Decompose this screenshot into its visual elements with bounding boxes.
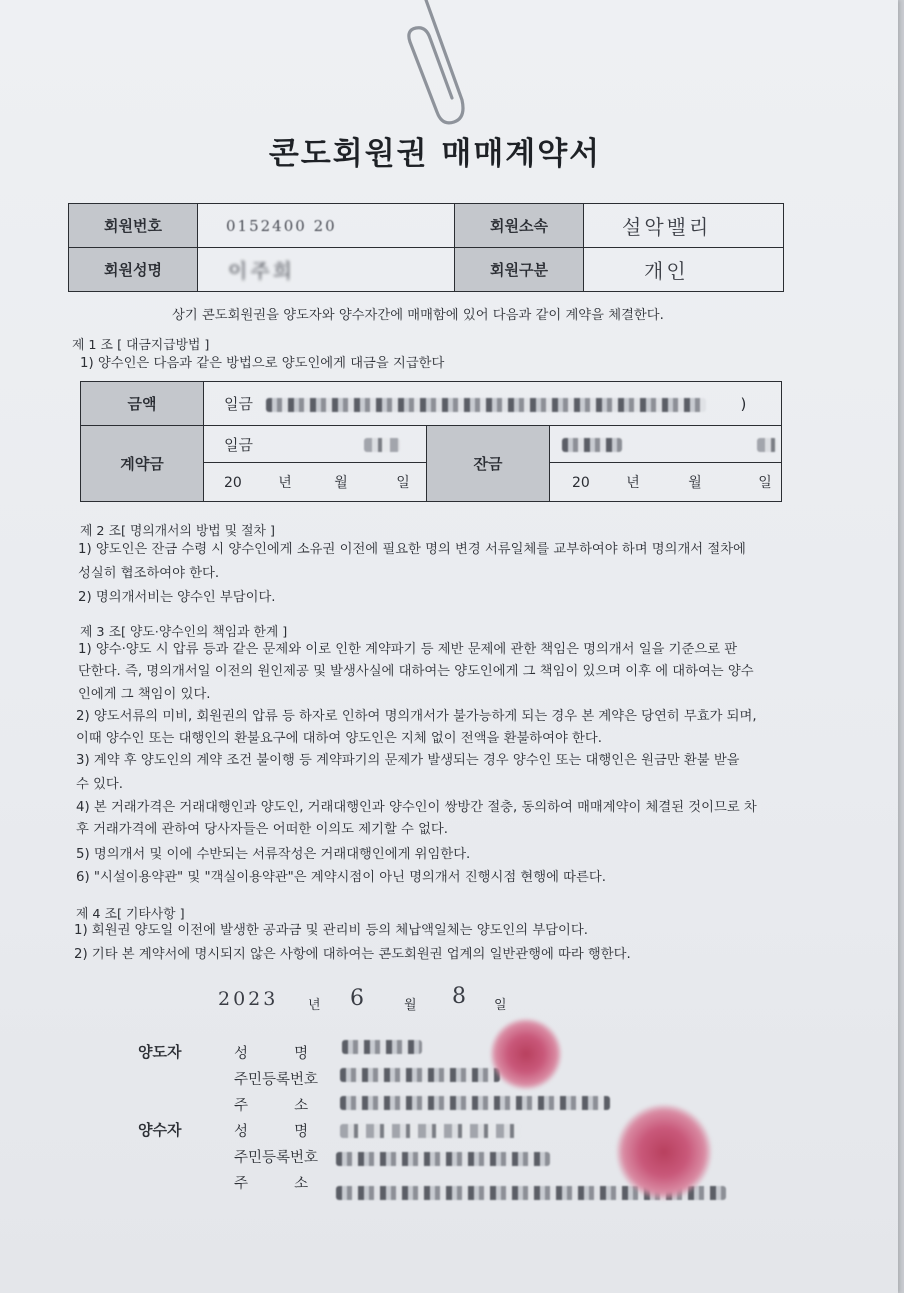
affiliation-value: 설악밸리 bbox=[584, 204, 784, 248]
document-title: 콘도회원권 매매계약서 bbox=[268, 136, 602, 172]
deposit-date: 20 년 월 일 bbox=[204, 463, 427, 502]
article3-line-7: 수 있다. bbox=[76, 777, 123, 792]
member-no-label: 회원번호 bbox=[69, 204, 198, 248]
article2-heading: 제 2 조[ 명의개서의 방법 및 절차 ] bbox=[80, 524, 275, 539]
balance-date: 20 년 월 일 bbox=[550, 463, 782, 502]
article4-line-1: 1) 회원권 양도일 이전에 발생한 공과금 및 관리비 등의 체납액일체는 양도인의 부담이다. bbox=[74, 923, 588, 938]
balance-redacted bbox=[562, 438, 622, 452]
affiliation-label: 회원소속 bbox=[455, 204, 584, 248]
transferee-id-label: 주민등록번호 bbox=[234, 1150, 319, 1166]
article3-line-11: 6) "시설이용약관" 및 "객실이용약관"은 계약시점이 아닌 명의개서 진행시점 현행에 따른다. bbox=[76, 870, 606, 885]
contract-date: 2023 년 6 월 8 일 bbox=[218, 984, 507, 1013]
amount-value: 일금 ) bbox=[204, 382, 782, 426]
transferee-id-redacted bbox=[336, 1152, 550, 1166]
article3-line-4: 2) 양도서류의 미비, 회원권의 압류 등 하자로 인하여 명의개서가 불가능하게 되는 경우 본 계약은 당연히 무효가 되며, bbox=[76, 709, 757, 724]
transferee-address-label: 주 소 bbox=[234, 1176, 309, 1192]
transferor-id-redacted bbox=[340, 1068, 500, 1082]
member-no-value: 0152400 20 bbox=[198, 204, 455, 248]
member-type-label: 회원구분 bbox=[455, 248, 584, 292]
deposit-redacted bbox=[364, 438, 400, 452]
balance-value bbox=[550, 426, 782, 463]
paper-clip-icon bbox=[404, 0, 484, 135]
transferor-name-label: 성 명 bbox=[234, 1046, 309, 1062]
article3-line-3: 인에게 그 책임이 있다. bbox=[78, 687, 211, 702]
transferor-label: 양도자 bbox=[138, 1043, 182, 1061]
transferee-seal-stamp bbox=[616, 1104, 712, 1200]
member-name-label: 회원성명 bbox=[69, 248, 198, 292]
transferor-address-label: 주 소 bbox=[234, 1098, 309, 1114]
payment-table bbox=[80, 381, 782, 502]
article4-heading: 제 4 조[ 기타사항 ] bbox=[76, 907, 185, 922]
transferor-id-label: 주민등록번호 bbox=[234, 1072, 319, 1088]
article3-line-9: 후 거래가격에 관하여 당사자들은 어떠한 이의도 제기할 수 없다. bbox=[76, 822, 449, 837]
intro-text: 상기 콘도회원권을 양도자와 양수자간에 매매함에 있어 다음과 같이 계약을 체결한다. bbox=[172, 308, 664, 323]
article4-line-2: 2) 기타 본 계약서에 명시되지 않은 사항에 대하여는 콘도회원권 업계의 일반관행에 따라 행한다. bbox=[74, 947, 631, 962]
transferor-seal-stamp bbox=[490, 1018, 562, 1090]
deposit-value: 일금 bbox=[204, 426, 427, 463]
amount-label: 금액 bbox=[81, 382, 204, 426]
member-type-value: 개인 bbox=[584, 248, 784, 292]
article2-line-2: 성실히 협조하여야 한다. bbox=[78, 566, 220, 581]
article3-line-10: 5) 명의개서 및 이에 수반되는 서류작성은 거래대행인에게 위임한다. bbox=[76, 847, 471, 862]
transferee-name-redacted bbox=[340, 1124, 520, 1138]
article1-item1: 1) 양수인은 다음과 같은 방법으로 양도인에게 대금을 지급한다 bbox=[80, 356, 445, 371]
member-info-table bbox=[68, 203, 784, 292]
deposit-label: 계약금 bbox=[81, 426, 204, 502]
article3-line-8: 4) 본 거래가격은 거래대행인과 양도인, 거래대행인과 양수인이 쌍방간 절충, 동의하여 매매계약이 체결된 것이므로 차 bbox=[76, 800, 757, 815]
article2-line-3: 2) 명의개서비는 양수인 부담이다. bbox=[78, 590, 276, 605]
transferee-name-label: 성 명 bbox=[234, 1124, 309, 1140]
article3-line-5: 이때 양수인 또는 대행인의 환불요구에 대하여 양도인은 지체 없이 전액을 환불하여야 한다. bbox=[76, 731, 602, 746]
article3-line-2: 단한다. 즉, 명의개서일 이전의 원인제공 및 발생사실에 대하여는 양도인에게 그 책임이 있으며 이후 에 대하여는 양수 bbox=[78, 664, 754, 679]
article3-heading: 제 3 조[ 양도·양수인의 책임과 한계 ] bbox=[80, 625, 288, 640]
transferor-address-redacted bbox=[340, 1096, 610, 1110]
article1-heading: 제 1 조 [ 대금지급방법 ] bbox=[72, 338, 210, 353]
article2-line-1: 1) 양도인은 잔금 수령 시 양수인에게 소유권 이전에 필요한 명의 변경 서류일체를 교부하여야 하며 명의개서 절차에 bbox=[78, 542, 746, 557]
article3-line-6: 3) 계약 후 양도인의 계약 조건 불이행 등 계약파기의 문제가 발생되는 경우 양수인 또는 대행인은 원금만 환불 받을 bbox=[76, 753, 740, 768]
article3-line-1: 1) 양수·양도 시 압류 등과 같은 문제와 이로 인한 계약파기 등 제반 문제에 관한 책임은 명의개서 일을 기준으로 판 bbox=[78, 642, 738, 657]
transferee-label: 양수자 bbox=[138, 1121, 182, 1139]
member-name-value: 이주희 bbox=[198, 248, 455, 292]
balance-label: 잔금 bbox=[427, 426, 550, 502]
amount-redacted bbox=[266, 398, 706, 412]
transferor-name-redacted bbox=[342, 1040, 422, 1054]
